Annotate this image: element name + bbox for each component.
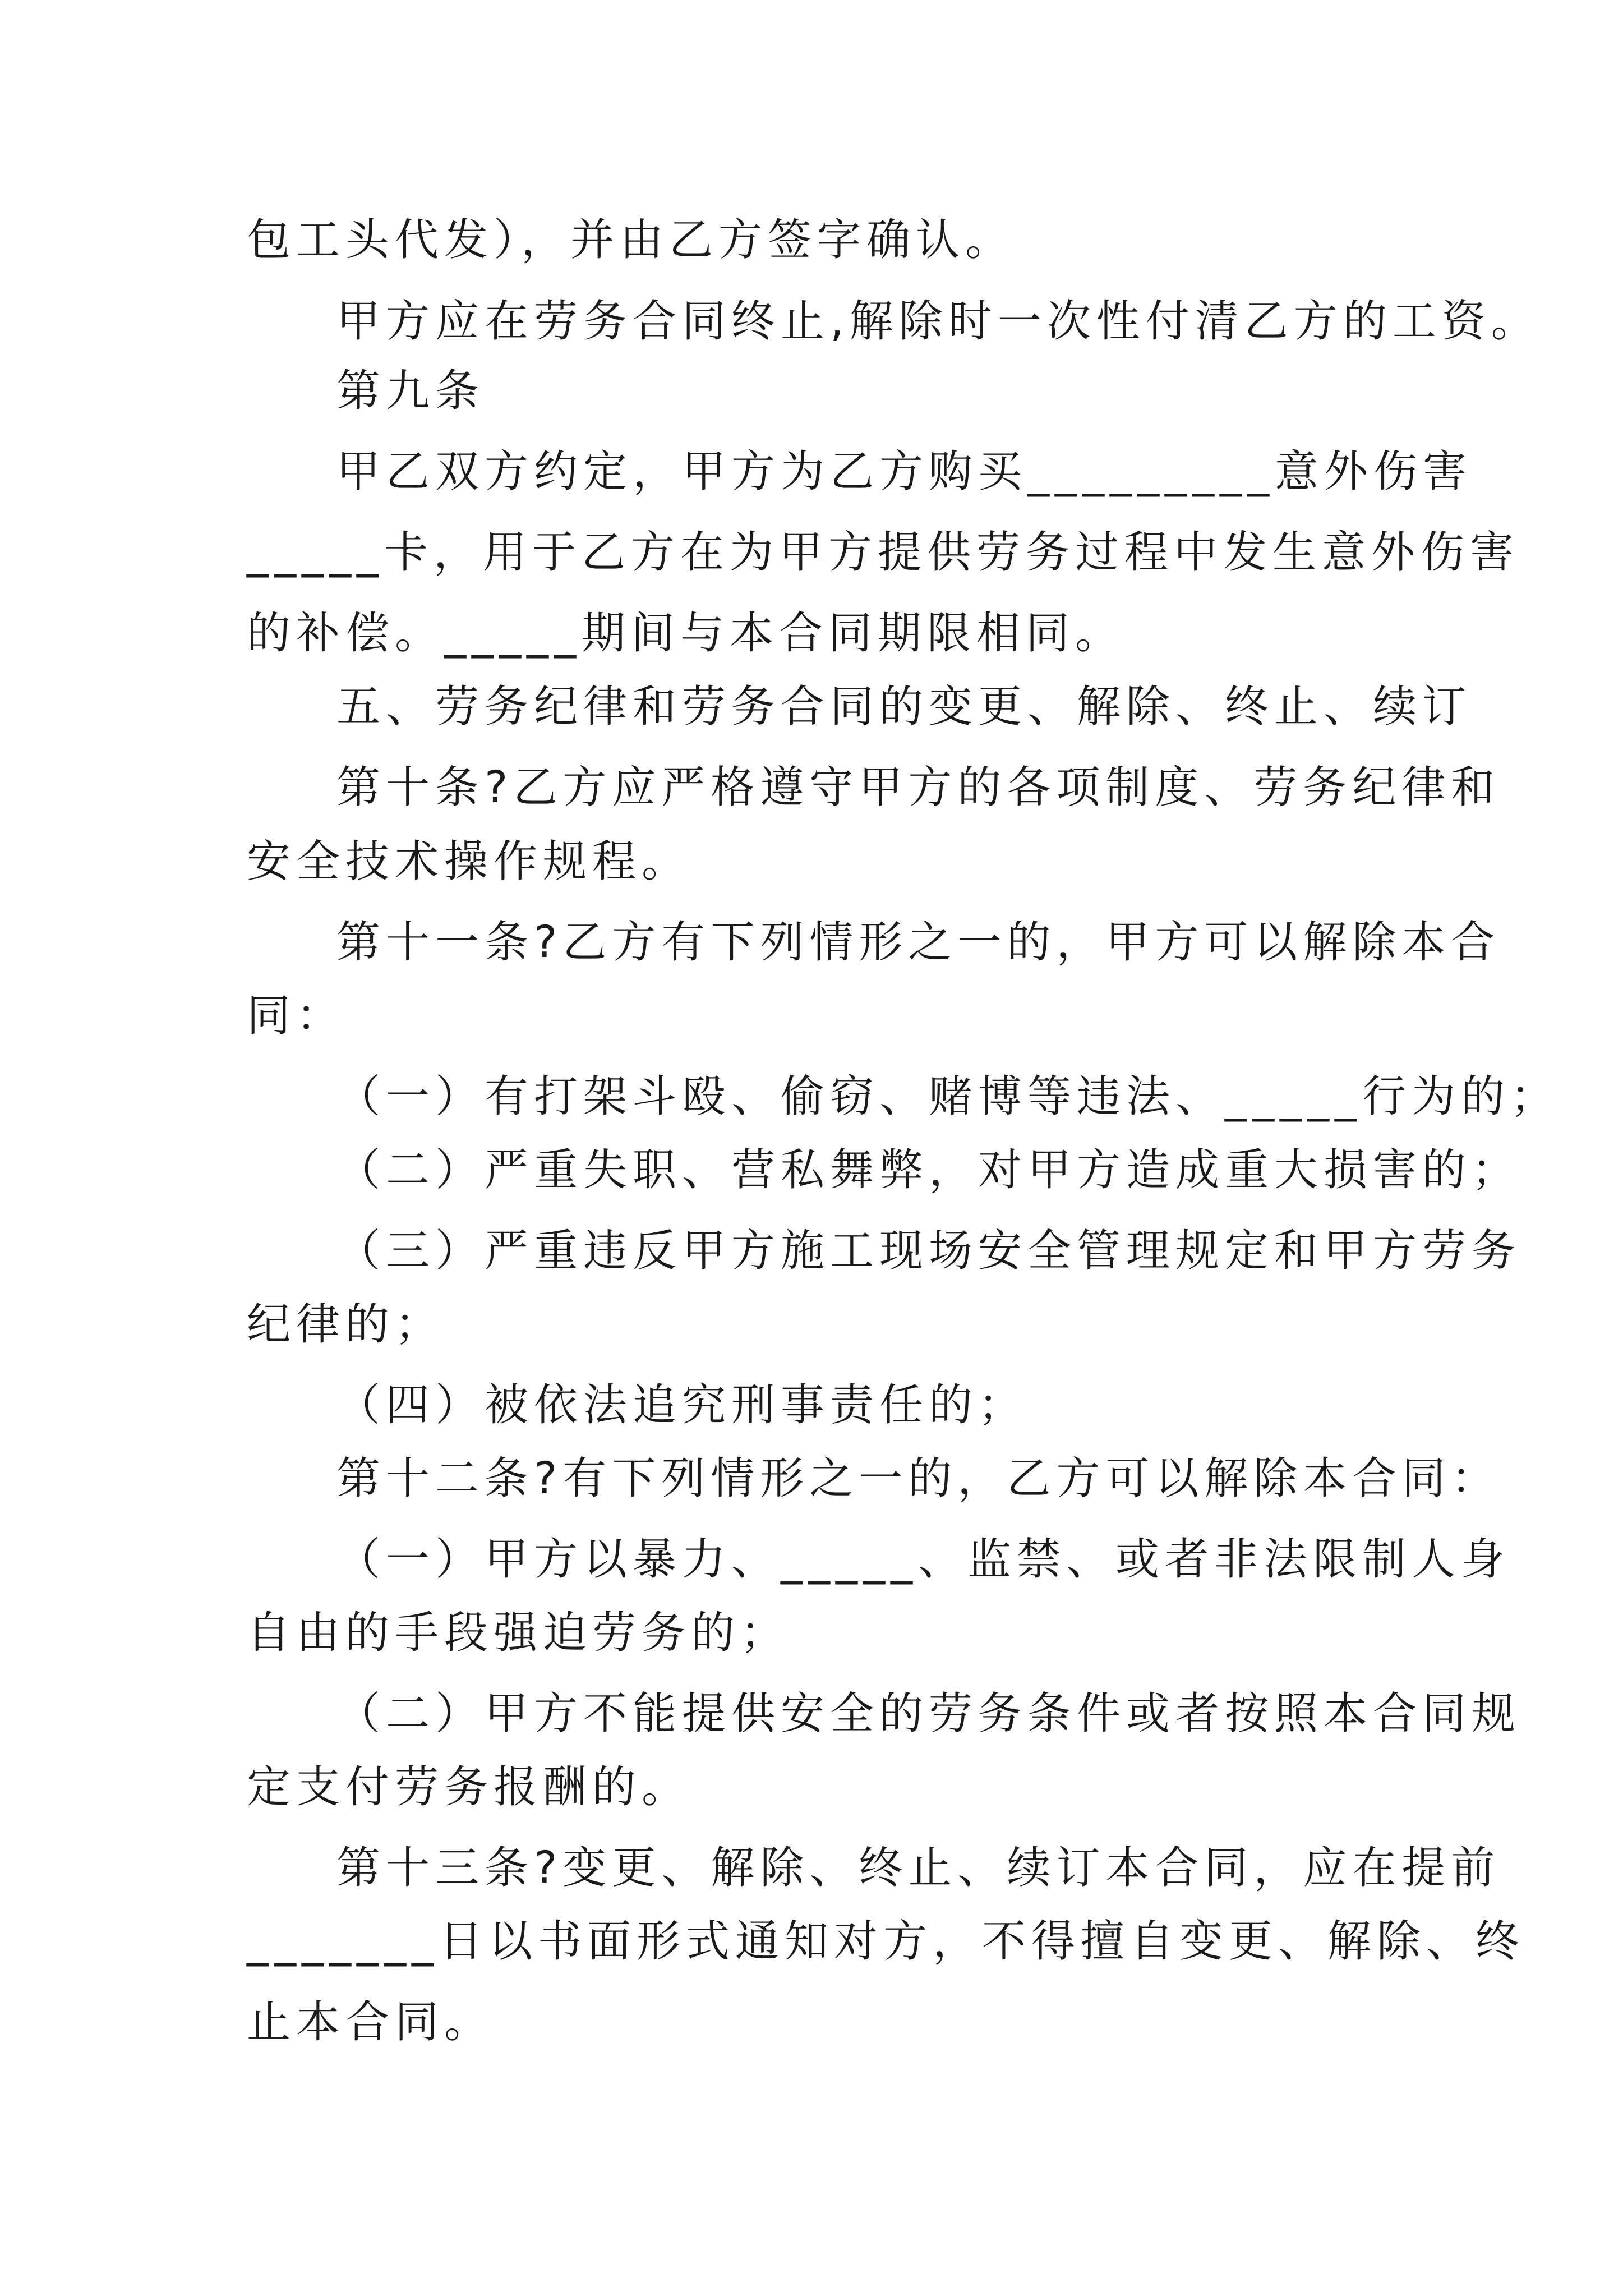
paragraph-line: 安全技术操作规程。 [247, 836, 691, 887]
list-item: （一）有打架斗殴、偷窃、赌博等违法、_____行为的； [336, 1071, 1560, 1122]
paragraph-line: 第十一条?乙方有下列情形之一的，甲方可以解除本合 [336, 917, 1501, 968]
list-item: （一）甲方以暴力、_____、监禁、或者非法限制人身 [336, 1534, 1511, 1585]
paragraph-line: _______日以书面形式通知对方，不得擅自变更、解除、终 [247, 1916, 1525, 1967]
paragraph-line: _____卡，用于乙方在为甲方提供劳务过程中发生意外伤害 [247, 527, 1520, 578]
paragraph-line: 第十三条?变更、解除、终止、续订本合同，应在提前 [336, 1843, 1501, 1893]
list-item: （二）严重失职、营私舞弊，对甲方造成重大损害的； [336, 1145, 1521, 1195]
paragraph-line: 甲方应在劳务合同终止,解除时一次性付清乙方的工资。 [336, 296, 1541, 347]
section-heading: 五、劳务纪律和劳务合同的变更、解除、终止、续订 [336, 682, 1472, 732]
list-item: （四）被依法追究刑事责任的； [336, 1380, 1028, 1430]
list-item: （二）甲方不能提供安全的劳务条件或者按照本合同规 [336, 1688, 1521, 1739]
paragraph-line: 同： [247, 991, 346, 1041]
paragraph-line: 甲乙双方约定，甲方为乙方购买_________意外伤害 [336, 447, 1473, 497]
list-item-continuation: 定支付劳务报酬的。 [247, 1762, 691, 1812]
paragraph-line: 止本合同。 [247, 1997, 494, 2047]
list-item-continuation: 自由的手段强迫劳务的； [247, 1608, 790, 1658]
paragraph-line: 第十二条?有下列情形之一的，乙方可以解除本合同： [336, 1453, 1501, 1504]
list-item: （三）严重违反甲方施工现场安全管理规定和甲方劳务 [336, 1226, 1521, 1276]
paragraph-line: 第十条?乙方应严格遵守甲方的各项制度、劳务纪律和 [336, 762, 1501, 813]
paragraph-line: 包工头代发），并由乙方签字确认。 [247, 215, 1015, 265]
list-item-continuation: 纪律的； [247, 1299, 445, 1350]
paragraph-line: 的补偿。_____期间与本合同期限相同。 [247, 608, 1125, 659]
article-heading: 第九条 [336, 366, 485, 416]
